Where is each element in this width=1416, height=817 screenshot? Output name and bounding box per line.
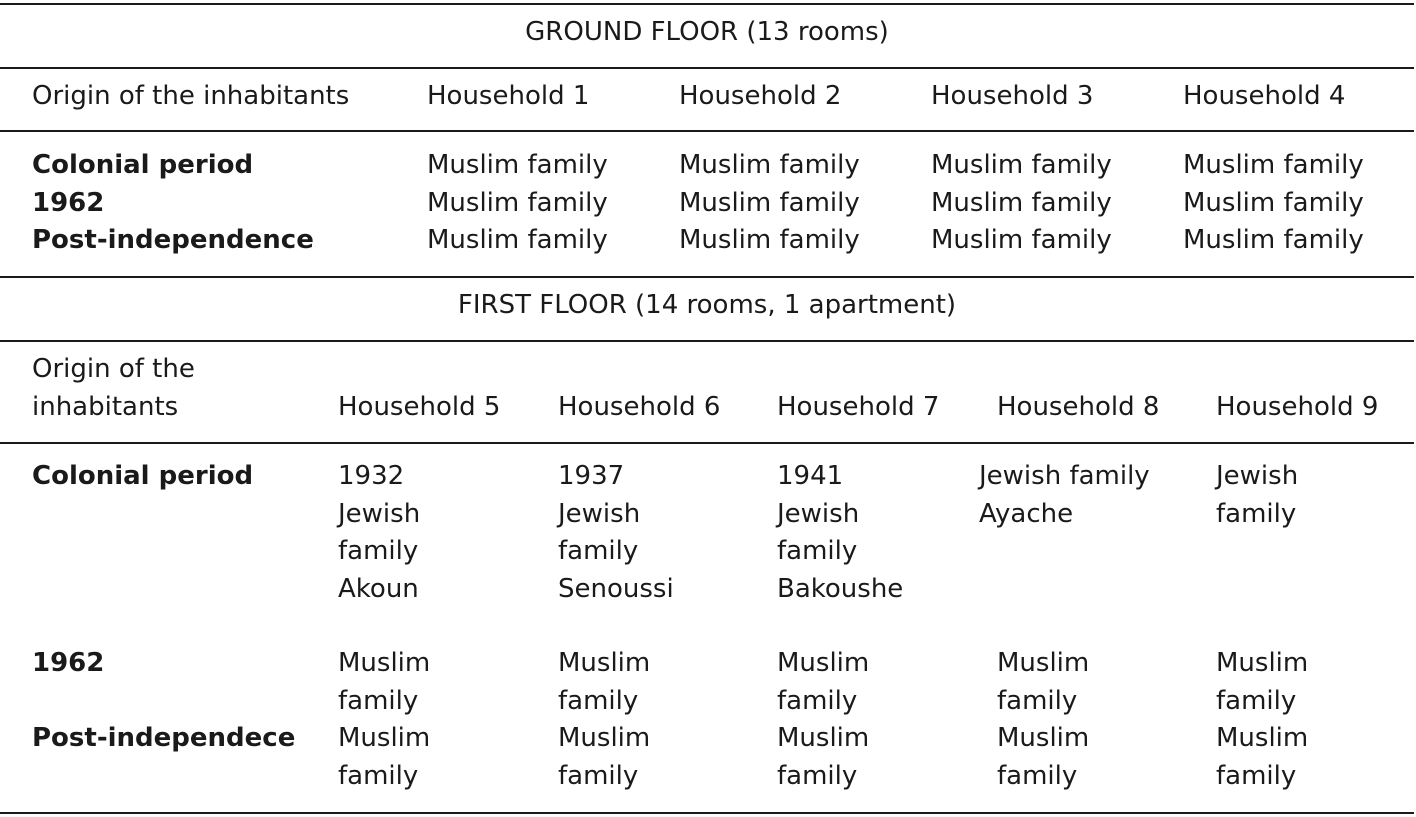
household-5-post: Muslim family	[338, 723, 431, 791]
first-row-label-colonial: Colonial period	[32, 461, 254, 491]
household-5-1962: Muslim family	[338, 648, 431, 716]
household-1-colonial: Muslim family	[427, 150, 608, 180]
ground-row-label-post: Post-independence	[32, 225, 314, 255]
household-8-post: Muslim family	[997, 723, 1090, 791]
household-2-post: Muslim family	[679, 225, 860, 255]
first-row-label-post: Post-independece	[32, 723, 296, 753]
first-floor-title: FIRST FLOOR (14 rooms, 1 apartment)	[457, 290, 957, 320]
household-3-colonial: Muslim family	[931, 150, 1112, 180]
table-bottom-rule	[0, 812, 1414, 814]
household-6-post: Muslim family	[558, 723, 651, 791]
household-9-1962: Muslim family	[1216, 648, 1309, 716]
household-3-header: Household 3	[931, 81, 1094, 111]
household-2-header: Household 2	[679, 81, 842, 111]
household-4-post: Muslim family	[1183, 225, 1364, 255]
first-row-label-1962: 1962	[32, 648, 105, 678]
household-3-1962: Muslim family	[931, 188, 1112, 218]
first-floor-title-rule	[0, 340, 1414, 342]
household-7-post: Muslim family	[777, 723, 870, 791]
household-5-header: Household 5	[338, 392, 501, 422]
household-2-colonial: Muslim family	[679, 150, 860, 180]
household-9-header: Household 9	[1216, 392, 1379, 422]
table-top-rule	[0, 3, 1414, 5]
first-floor-header-rule	[0, 442, 1414, 444]
ground-floor-header-rule	[0, 130, 1414, 132]
household-8-1962: Muslim family	[997, 648, 1090, 716]
ground-row-label-colonial: Colonial period	[32, 150, 254, 180]
household-2-1962: Muslim family	[679, 188, 860, 218]
first-floor-origin-header: Origin of the inhabitants	[32, 354, 195, 422]
household-9-colonial: Jewish family	[1216, 461, 1299, 529]
ground-row-label-1962: 1962	[32, 188, 105, 218]
household-1-post: Muslim family	[427, 225, 608, 255]
ground-floor-origin-header: Origin of the inhabitants	[32, 81, 350, 111]
household-8-colonial: Jewish family Ayache	[979, 461, 1150, 529]
household-6-colonial: 1937 Jewish family Senoussi	[558, 461, 674, 604]
household-4-header: Household 4	[1183, 81, 1346, 111]
household-1-1962: Muslim family	[427, 188, 608, 218]
household-7-colonial: 1941 Jewish family Bakoushe	[777, 461, 904, 604]
household-6-1962: Muslim family	[558, 648, 651, 716]
household-9-post: Muslim family	[1216, 723, 1309, 791]
ground-floor-title: GROUND FLOOR (13 rooms)	[525, 17, 889, 47]
household-6-header: Household 6	[558, 392, 721, 422]
household-5-colonial: 1932 Jewish family Akoun	[338, 461, 421, 604]
household-4-1962: Muslim family	[1183, 188, 1364, 218]
ground-floor-title-rule	[0, 67, 1414, 69]
ground-floor-bottom-rule	[0, 276, 1414, 278]
household-4-colonial: Muslim family	[1183, 150, 1364, 180]
household-7-1962: Muslim family	[777, 648, 870, 716]
household-8-header: Household 8	[997, 392, 1160, 422]
household-7-header: Household 7	[777, 392, 940, 422]
household-3-post: Muslim family	[931, 225, 1112, 255]
household-1-header: Household 1	[427, 81, 590, 111]
